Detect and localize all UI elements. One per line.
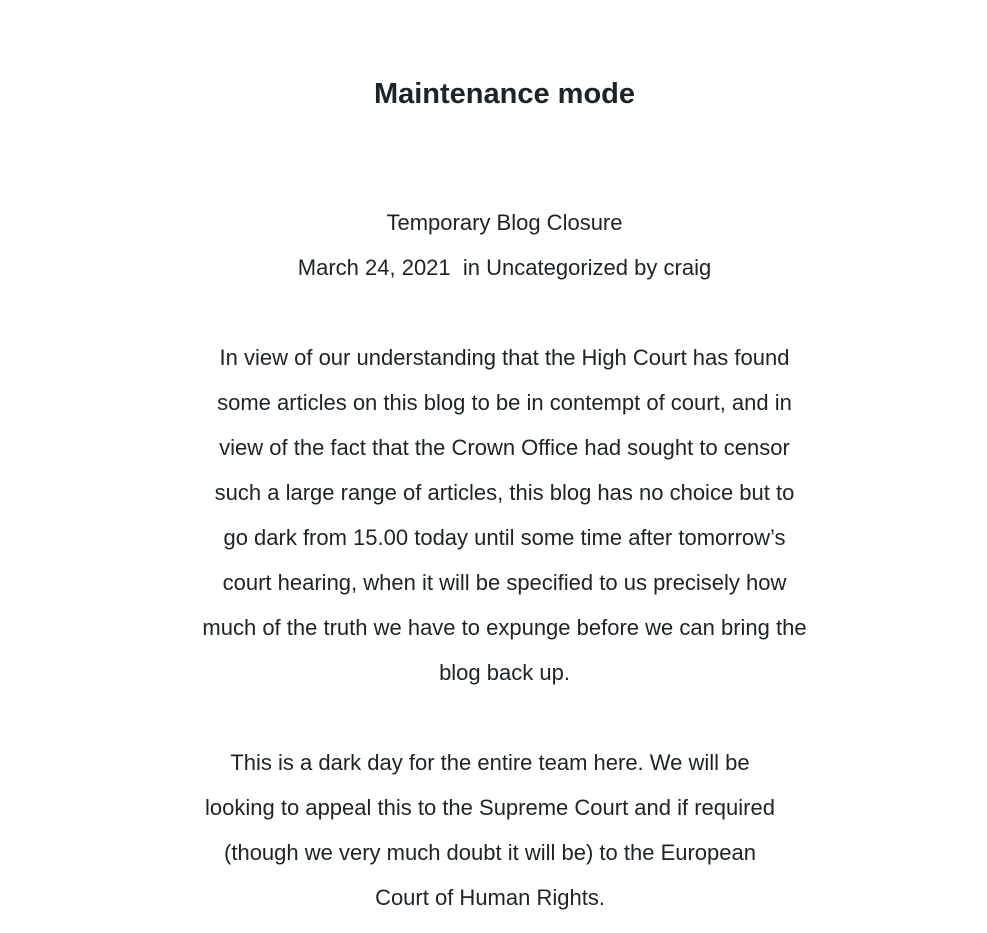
post-meta-in: in: [462, 255, 481, 280]
post-meta: [200, 245, 809, 290]
post-paragraph: In view of our understanding that the High Court has found some articles on this blog to be in contempt of court, and in view of the fact that the Crown Office had sought to censor such a large range of articles, this blog has no choice but to go dark from 15.00 today until some time after tomorrow’s court hearing, when it will be specified to us precisely how much of the truth we have to expunge before we can bring the blog back up.: [202, 345, 807, 685]
page-title: Maintenance mode: [373, 78, 636, 110]
post-category: Uncategorized: [486, 255, 629, 280]
spacer: [200, 695, 809, 740]
post-content: [200, 200, 809, 920]
post-author: craig: [663, 255, 712, 280]
spacer: [200, 290, 809, 335]
post-meta-by: by: [634, 255, 658, 280]
post-title: Temporary Blog Closure: [386, 210, 623, 235]
post-date: March 24, 2021: [297, 255, 451, 280]
post-paragraph: This is a dark day for the entire team here. We will be looking to appeal this to the Supreme Court and if required (though we very much doubt it will be) to the European Court of Human Rights.: [205, 750, 775, 910]
